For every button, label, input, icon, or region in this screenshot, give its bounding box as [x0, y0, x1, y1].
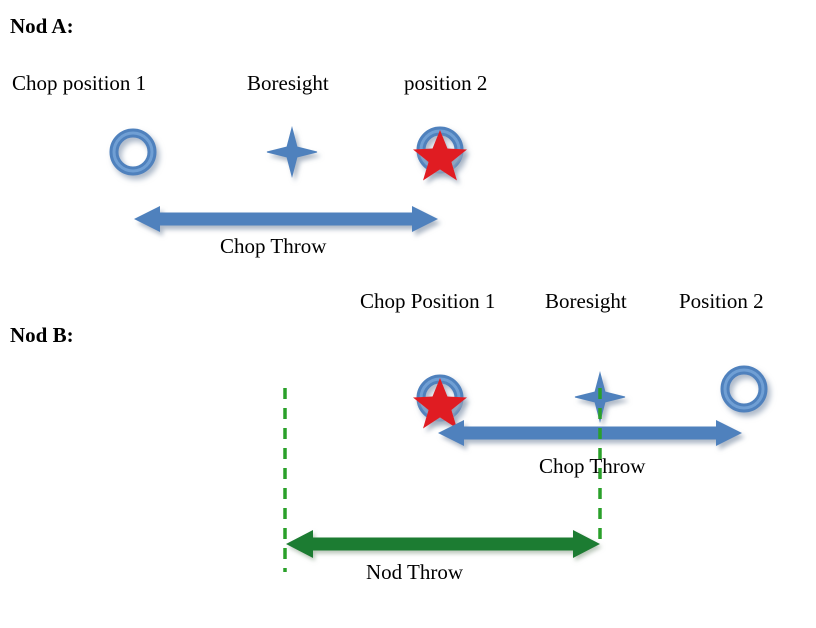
- ring-marker-a: [114, 133, 152, 171]
- node-b-label-boresight: Boresight: [545, 289, 627, 313]
- node-b-label-chop-position-1: Chop Position 1: [360, 289, 496, 313]
- chop-throw-arrow-a: [134, 206, 438, 232]
- ring-marker-b2: [725, 370, 763, 408]
- node-a-label-chop-position-1: Chop position 1: [12, 71, 147, 95]
- node-a-title: Nod A:: [10, 14, 74, 38]
- node-a-label-position-2: position 2: [404, 71, 488, 95]
- ring-marker-a2: [421, 131, 459, 169]
- star-marker-a: [413, 130, 467, 181]
- nod-throw-arrow: [286, 530, 600, 558]
- node-b-label-position-2: Position 2: [679, 289, 764, 313]
- chop-throw-arrow-b: [438, 420, 742, 446]
- node-a-chop-throw-label: Chop Throw: [220, 234, 327, 258]
- node-b-chop-throw-label: Chop Throw: [539, 454, 646, 478]
- ring-marker-b: [421, 379, 459, 417]
- star-marker-b: [413, 378, 467, 429]
- node-b-title: Nod B:: [10, 323, 74, 347]
- plus-marker-a: [267, 128, 317, 176]
- node-a-label-boresight: Boresight: [247, 71, 329, 95]
- nod-throw-label: Nod Throw: [366, 560, 464, 584]
- plus-marker-b: [575, 373, 625, 421]
